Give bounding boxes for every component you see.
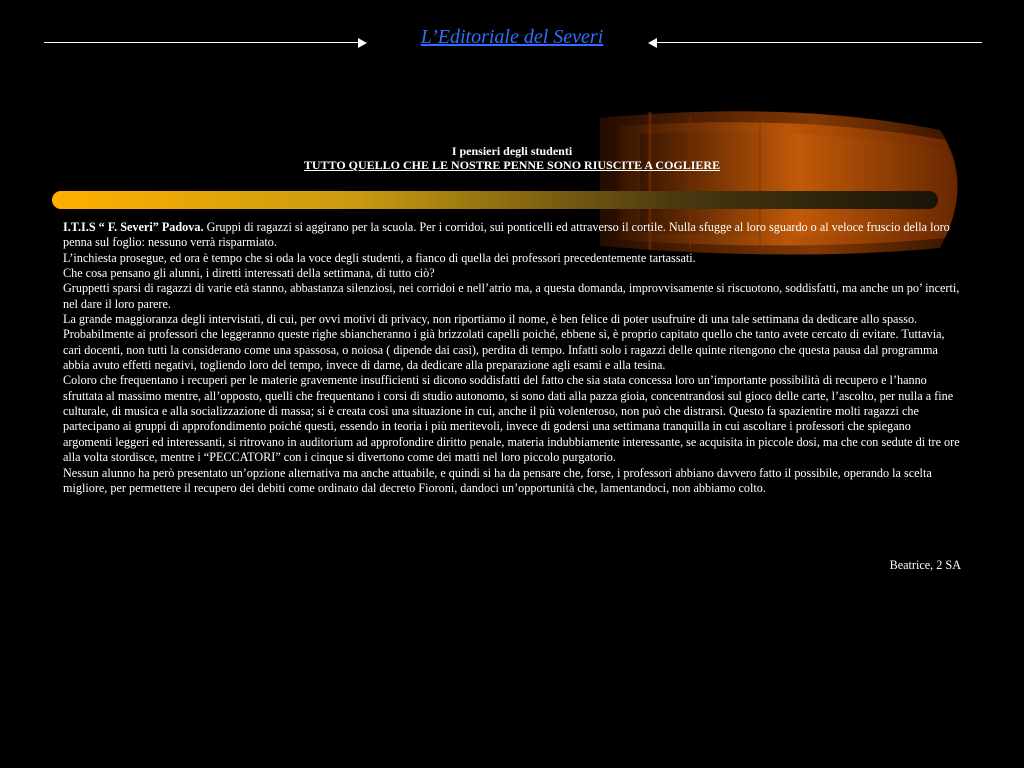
arrow-left-icon bbox=[648, 38, 657, 48]
article-paragraph: Nessun alunno ha però presentato un’opzione alternativa ma anche attuabile, e quindi si ha da pensare che, forse, i professori abbiano davvero fatto il possibile, operando la scelta migliore, per permettere il recupero dei debiti come ordinato dal decreto Fioroni, dandoci un’opportunità che, lamentandoci, non abbiamo colto. bbox=[63, 465, 932, 495]
article-kicker: I pensieri degli studenti bbox=[451, 144, 573, 158]
article-heading bbox=[0, 144, 1024, 172]
article-paragraph: Che cosa pensano gli alunni, i diretti interessati della settimana, di tutto ciò? bbox=[63, 266, 435, 281]
article-paragraph: La grande maggioranza degli intervistati, di cui, per ovvi motivi di privacy, non riportiamo il nome, è ben felice di poter usufruire di una tale settimana da dedicare allo spasso. Probabilmente ai professori che leggeranno queste righe sbiancheranno i già brizzolati capelli poiché, ebbene sì, è proprio capitato quello che tanto avete cercato di evitare. Tuttavia, cari docenti, non tutti la considerano come una spassosa, o noiosa ( dipende dai casi), perdita di tempo. Infatti solo i ragazzi delle quinte ritengono che questa pausa dal programma abbia avuto effetti negativi, togliendo loro del tempo, invece di darne, da dedicare alla preparazione agli esami e alla tesina. bbox=[63, 312, 945, 373]
article-paragraph: Coloro che frequentano i recuperi per le materie gravemente insufficienti si dicono soddisfatti del fatto che sia stata concessa loro un’importante possibilità di recupero e l’hanno sfruttata al massimo mentre, all’opposto, quelli che frequentano i corsi di studio autonomo, si sono dati alla pazza gioia, concentrandosi sul gioco delle carte, l’ascolto, per nulla a fine culturale, di musica e alla socializzazione di massa; si è creata così una situazione in cui, anche il più volenteroso, non può che distrarsi. Questo fa spazientire molti ragazzi che partecipano ai gruppi di approfondimento poiché questi, essendo in teoria i più meritevoli, invece di godersi una settimana tranquilla in cui ascoltare i professori che spiegano argomenti leggeri ed interessanti, si ritrovano in auditorium ad approfondire diritto penale, materia indubbiamente interessante, se acquisita in piccole dosi, ma che con sedute di tre ore alla volta stordisce, mentre i “PECCATORI” con i cinque si divertono come dei matti nel loro piccolo purgatorio. bbox=[63, 373, 960, 465]
article-body bbox=[63, 220, 963, 496]
article-paragraph: L’inchiesta prosegue, ed ora è tempo che si oda la voce degli studenti, a fianco di quella dei professori precedentemente tartassati. bbox=[63, 250, 696, 265]
horizontal-gradient-band bbox=[52, 191, 938, 209]
article-signature: Beatrice, 2 SA bbox=[889, 558, 961, 572]
article-lead-paragraph bbox=[63, 220, 963, 251]
article-headline: TUTTO QUELLO CHE LE NOSTRE PENNE SONO RIUSCITE A COGLIERE bbox=[303, 158, 721, 172]
header-rule-right bbox=[656, 42, 982, 43]
article-lead-text: Gruppi di ragazzi si aggirano per la scuola. Per i corridoi, sui ponticelli ed attraverso il cortile. Nulla sfugge al loro sguardo o al veloce fruscio della loro penna sul foglio: nessuno verrà risparmiato. bbox=[63, 220, 950, 250]
page-title[interactable]: L’Editoriale del Severi bbox=[420, 26, 604, 48]
article-lead-bold: I.T.I.S “ F. Severi” Padova. bbox=[63, 220, 204, 234]
article-paragraph: Gruppetti sparsi di ragazzi di varie età stanno, abbastanza silenziosi, nei corridoi e nell’atrio ma, a questa domanda, improvvisamente si riscuotono, soddisfatti, ma anche un po’ incerti, nel dare il loro parere. bbox=[63, 281, 960, 311]
